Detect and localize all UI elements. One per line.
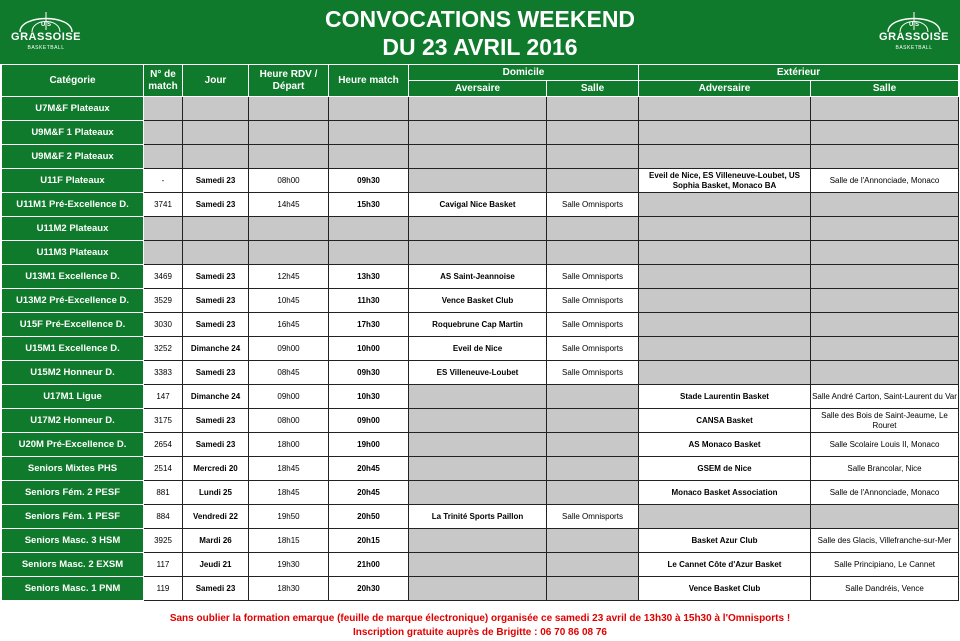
cell-heure-match: 09h30 [329,361,409,385]
cell-dom-adversaire [409,97,547,121]
cell-dom-salle [547,169,639,193]
cell-heure-match: 21h00 [329,553,409,577]
header-exterieur: Extérieur [639,65,959,81]
cell-heure-match: 20h50 [329,505,409,529]
cell-jour: Mardi 26 [183,529,249,553]
cell-categorie: Seniors Fém. 2 PESF [2,481,144,505]
cell-heure-rdv: 08h00 [249,169,329,193]
cell-dom-salle: Salle Omnisports [547,313,639,337]
cell-jour: Vendredi 22 [183,505,249,529]
cell-num-match: 3030 [144,313,183,337]
convocations-table [1,64,959,601]
cell-ext-salle [811,337,959,361]
cell-jour: Samedi 23 [183,361,249,385]
table-row [2,169,959,193]
cell-ext-salle [811,505,959,529]
footer-note: Sans oublier la formation emarque (feuille de marque électronique) organisée ce samedi 23 avril de 13h30 à 15h30 à l'Omnisports ! [169,613,791,624]
table-row [2,553,959,577]
header-ext-salle: Salle [811,81,959,97]
cell-categorie: U11F Plateaux [2,169,144,193]
cell-ext-salle [811,121,959,145]
cell-dom-adversaire [409,577,547,601]
table-row [2,481,959,505]
cell-jour: Samedi 23 [183,289,249,313]
cell-heure-rdv [249,217,329,241]
cell-jour [183,217,249,241]
cell-ext-adversaire [639,145,811,169]
cell-dom-adversaire [409,217,547,241]
cell-num-match: 117 [144,553,183,577]
cell-categorie: U17M2 Honneur D. [2,409,144,433]
cell-num-match [144,241,183,265]
cell-num-match: 3383 [144,361,183,385]
cell-dom-salle: Salle Omnisports [547,505,639,529]
cell-num-match: 3741 [144,193,183,217]
cell-heure-rdv: 10h45 [249,289,329,313]
cell-heure-match [329,217,409,241]
cell-jour: Samedi 23 [183,577,249,601]
cell-jour: Samedi 23 [183,169,249,193]
cell-ext-salle: Salle des Bois de Saint-Jeaume, Le Rouret [811,409,959,433]
cell-heure-rdv: 18h45 [249,457,329,481]
cell-heure-match: 09h00 [329,409,409,433]
cell-dom-salle [547,241,639,265]
cell-categorie: U15F Pré-Excellence D. [2,313,144,337]
cell-heure-rdv: 19h50 [249,505,329,529]
cell-heure-rdv [249,121,329,145]
header-heure-rdv: Heure RDV / Départ [249,65,329,97]
cell-ext-adversaire [639,217,811,241]
table-row [2,529,959,553]
cell-ext-salle [811,265,959,289]
table-row [2,193,959,217]
cell-categorie: U13M2 Pré-Excellence D. [2,289,144,313]
cell-categorie: Seniors Mixtes PHS [2,457,144,481]
cell-heure-match: 20h45 [329,457,409,481]
cell-heure-rdv: 14h45 [249,193,329,217]
table-row [2,145,959,169]
cell-jour [183,97,249,121]
cell-num-match [144,217,183,241]
cell-num-match: 119 [144,577,183,601]
logo-club-name: GRASSOISE [879,31,949,43]
cell-ext-adversaire [639,121,811,145]
cell-heure-rdv: 08h00 [249,409,329,433]
header-dom-salle: Salle [547,81,639,97]
cell-ext-adversaire [639,361,811,385]
cell-dom-adversaire: Roquebrune Cap Martin [409,313,547,337]
cell-num-match: 2654 [144,433,183,457]
table-row [2,433,959,457]
cell-ext-adversaire [639,193,811,217]
table-row [2,457,959,481]
cell-ext-salle: Salle Principiano, Le Cannet [811,553,959,577]
table-row [2,337,959,361]
cell-ext-salle: Salle de l'Annonciade, Monaco [811,169,959,193]
cell-jour [183,145,249,169]
cell-categorie: U20M Pré-Excellence D. [2,433,144,457]
cell-num-match [144,97,183,121]
cell-ext-salle: Salle Brancolar, Nice [811,457,959,481]
cell-heure-match: 15h30 [329,193,409,217]
header-ext-adversaire: Adversaire [639,81,811,97]
header-domicile: Domicile [409,65,639,81]
cell-jour: Jeudi 21 [183,553,249,577]
club-logo-right [874,6,954,60]
cell-num-match: 147 [144,385,183,409]
table-body [2,97,959,601]
table-row [2,217,959,241]
cell-dom-salle [547,217,639,241]
cell-num-match: 884 [144,505,183,529]
cell-ext-adversaire: Stade Laurentin Basket [639,385,811,409]
table-row [2,313,959,337]
cell-dom-salle [547,577,639,601]
cell-dom-salle: Salle Omnisports [547,265,639,289]
cell-num-match: 3529 [144,289,183,313]
cell-jour: Mercredi 20 [183,457,249,481]
cell-categorie: Seniors Fém. 1 PESF [2,505,144,529]
header-heure-match: Heure match [329,65,409,97]
cell-ext-adversaire [639,505,811,529]
cell-ext-salle [811,313,959,337]
cell-heure-match: 20h45 [329,481,409,505]
cell-dom-salle: Salle Omnisports [547,361,639,385]
cell-dom-adversaire [409,241,547,265]
cell-dom-salle [547,433,639,457]
header-categorie: Catégorie [2,65,144,97]
table-row [2,385,959,409]
cell-ext-salle [811,217,959,241]
cell-ext-salle [811,97,959,121]
cell-categorie: U11M2 Plateaux [2,217,144,241]
table-row [2,121,959,145]
cell-heure-match: 19h00 [329,433,409,457]
cell-heure-rdv: 16h45 [249,313,329,337]
header-jour: Jour [183,65,249,97]
cell-heure-match [329,145,409,169]
cell-jour: Dimanche 24 [183,385,249,409]
cell-heure-rdv: 09h00 [249,337,329,361]
cell-categorie: U9M&F 2 Plateaux [2,145,144,169]
cell-num-match: 881 [144,481,183,505]
cell-jour: Lundi 25 [183,481,249,505]
cell-dom-salle: Salle Omnisports [547,289,639,313]
cell-ext-salle: Salle Scolaire Louis II, Monaco [811,433,959,457]
cell-heure-rdv: 09h00 [249,385,329,409]
cell-jour [183,241,249,265]
cell-ext-salle [811,289,959,313]
logo-club-sub: BASKETBALL [27,45,65,51]
cell-categorie: U11M1 Pré-Excellence D. [2,193,144,217]
cell-categorie: U13M1 Excellence D. [2,265,144,289]
cell-categorie: U9M&F 1 Plateaux [2,121,144,145]
cell-dom-adversaire [409,529,547,553]
page-title: CONVOCATIONS WEEKEND [324,6,636,32]
table-row [2,361,959,385]
cell-categorie: U17M1 Ligue [2,385,144,409]
cell-ext-adversaire [639,337,811,361]
logo-club-initials: U S [40,22,51,28]
cell-dom-adversaire [409,121,547,145]
page-subtitle: DU 23 AVRIL 2016 [382,34,578,60]
cell-dom-salle [547,529,639,553]
cell-heure-match [329,121,409,145]
cell-heure-rdv: 18h45 [249,481,329,505]
cell-categorie: U15M1 Excellence D. [2,337,144,361]
cell-ext-adversaire [639,265,811,289]
cell-dom-adversaire: Cavigal Nice Basket [409,193,547,217]
cell-heure-rdv: 18h00 [249,433,329,457]
cell-dom-salle [547,481,639,505]
cell-heure-match: 10h00 [329,337,409,361]
cell-ext-adversaire [639,313,811,337]
cell-heure-rdv [249,241,329,265]
cell-dom-adversaire: Vence Basket Club [409,289,547,313]
cell-ext-adversaire: AS Monaco Basket [639,433,811,457]
cell-ext-adversaire: Basket Azur Club [639,529,811,553]
cell-num-match: 3175 [144,409,183,433]
cell-ext-salle [811,145,959,169]
cell-heure-match: 11h30 [329,289,409,313]
cell-heure-rdv [249,97,329,121]
cell-heure-match: 17h30 [329,313,409,337]
cell-jour: Samedi 23 [183,409,249,433]
cell-dom-adversaire [409,145,547,169]
cell-ext-adversaire: CANSA Basket [639,409,811,433]
cell-categorie: Seniors Masc. 1 PNM [2,577,144,601]
cell-dom-salle [547,385,639,409]
cell-dom-salle: Salle Omnisports [547,337,639,361]
logo-club-name: GRASSOISE [11,31,81,43]
footer-contact: Inscription gratuite auprès de Brigitte : 06 70 86 08 76 [353,627,607,638]
cell-dom-adversaire: La Trinité Sports Paillon [409,505,547,529]
table-row [2,505,959,529]
cell-dom-salle [547,145,639,169]
cell-dom-adversaire [409,385,547,409]
cell-ext-adversaire: Monaco Basket Association [639,481,811,505]
table-row [2,97,959,121]
header-num-match: N° de match [144,65,183,97]
cell-num-match: 3925 [144,529,183,553]
cell-num-match: 3469 [144,265,183,289]
cell-dom-adversaire [409,409,547,433]
cell-ext-salle: Salle des Glacis, Villefranche-sur-Mer [811,529,959,553]
cell-heure-match: 20h15 [329,529,409,553]
cell-jour: Dimanche 24 [183,337,249,361]
cell-categorie: Seniors Masc. 3 HSM [2,529,144,553]
cell-heure-match [329,241,409,265]
cell-heure-match [329,97,409,121]
logo-club-initials: U S [908,22,919,28]
cell-heure-rdv: 19h30 [249,553,329,577]
cell-jour [183,121,249,145]
cell-dom-adversaire: AS Saint-Jeannoise [409,265,547,289]
cell-ext-salle: Salle de l'Annonciade, Monaco [811,481,959,505]
cell-heure-match: 09h30 [329,169,409,193]
cell-dom-adversaire: ES Villeneuve-Loubet [409,361,547,385]
cell-num-match [144,145,183,169]
cell-num-match: 3252 [144,337,183,361]
table-row [2,577,959,601]
cell-dom-salle [547,121,639,145]
table-row [2,265,959,289]
cell-heure-rdv: 08h45 [249,361,329,385]
cell-ext-salle: Salle Dandréis, Vence [811,577,959,601]
cell-ext-adversaire: Le Cannet Côte d'Azur Basket [639,553,811,577]
cell-dom-salle [547,553,639,577]
cell-dom-adversaire [409,457,547,481]
cell-dom-adversaire [409,481,547,505]
cell-dom-salle [547,97,639,121]
cell-dom-adversaire [409,433,547,457]
cell-ext-adversaire [639,241,811,265]
cell-dom-adversaire: Eveil de Nice [409,337,547,361]
cell-ext-salle [811,361,959,385]
cell-heure-rdv: 12h45 [249,265,329,289]
cell-categorie: U11M3 Plateaux [2,241,144,265]
cell-ext-adversaire [639,289,811,313]
cell-ext-adversaire: Eveil de Nice, ES Villeneuve-Loubet, US Sophia Basket, Monaco BA [639,169,811,193]
cell-dom-salle [547,409,639,433]
cell-ext-salle [811,241,959,265]
cell-ext-salle [811,193,959,217]
cell-categorie: Seniors Masc. 2 EXSM [2,553,144,577]
cell-dom-salle: Salle Omnisports [547,193,639,217]
logo-club-sub: BASKETBALL [895,45,933,51]
cell-heure-rdv: 18h15 [249,529,329,553]
cell-jour: Samedi 23 [183,313,249,337]
table-row [2,289,959,313]
cell-heure-rdv [249,145,329,169]
header-dom-adversaire: Aversaire [409,81,547,97]
cell-categorie: U15M2 Honneur D. [2,361,144,385]
cell-heure-match: 20h30 [329,577,409,601]
cell-jour: Samedi 23 [183,193,249,217]
cell-ext-adversaire [639,97,811,121]
cell-num-match [144,121,183,145]
cell-dom-adversaire [409,553,547,577]
cell-dom-salle [547,457,639,481]
cell-heure-match: 10h30 [329,385,409,409]
cell-dom-adversaire [409,169,547,193]
cell-num-match: 2514 [144,457,183,481]
cell-jour: Samedi 23 [183,433,249,457]
cell-ext-salle: Salle André Carton, Saint-Laurent du Var [811,385,959,409]
table-row [2,409,959,433]
cell-ext-adversaire: Vence Basket Club [639,577,811,601]
cell-categorie: U7M&F Plateaux [2,97,144,121]
cell-ext-adversaire: GSEM de Nice [639,457,811,481]
cell-heure-match: 13h30 [329,265,409,289]
cell-jour: Samedi 23 [183,265,249,289]
cell-heure-rdv: 18h30 [249,577,329,601]
page-header [0,0,960,64]
table-row [2,241,959,265]
cell-num-match: - [144,169,183,193]
